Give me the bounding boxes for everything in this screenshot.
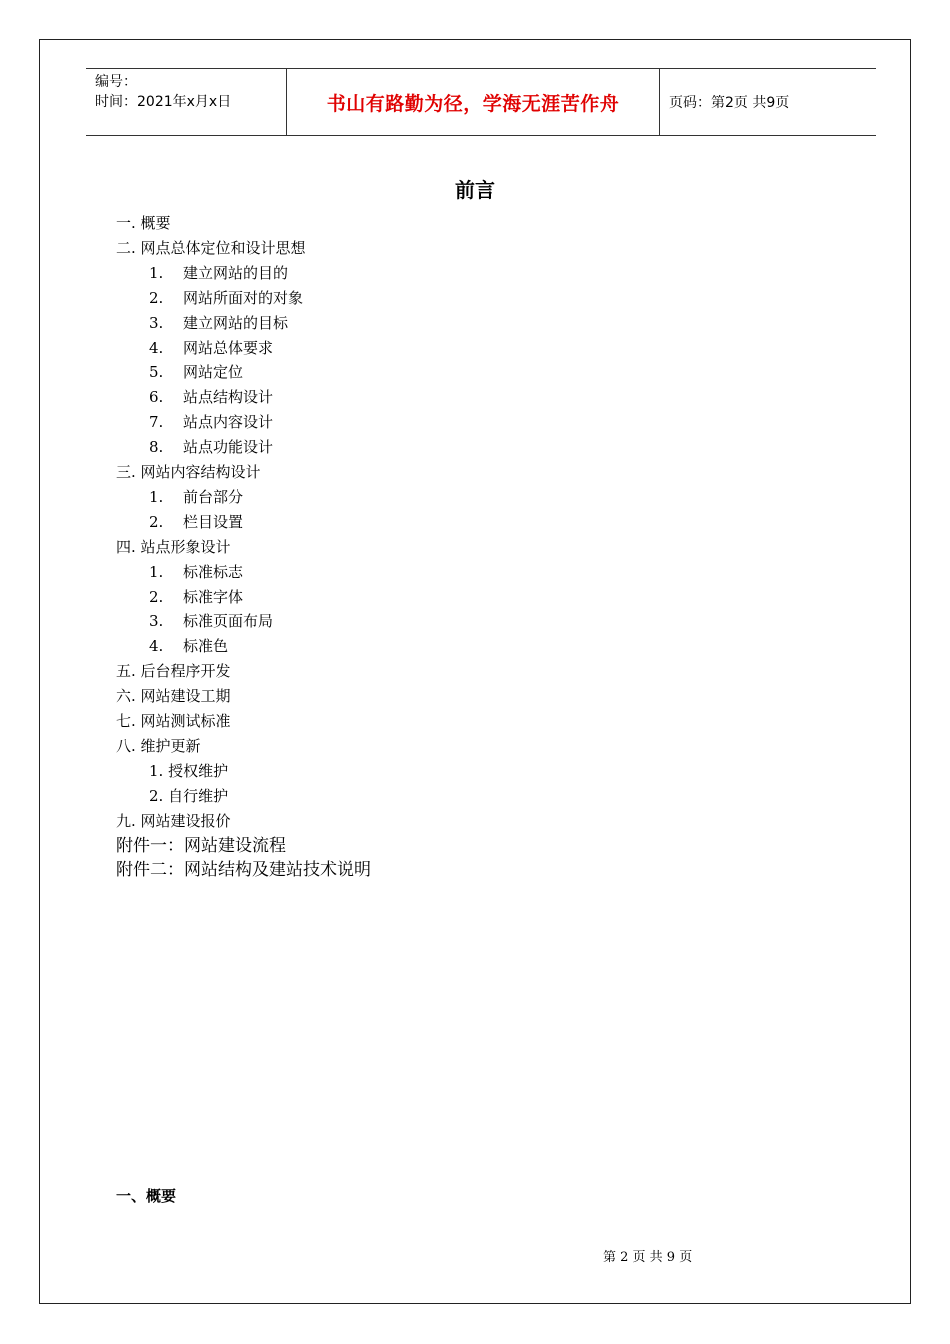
toc-item [149,560,243,585]
toc-item [149,286,303,311]
serial-label: 编号： [95,74,137,90]
toc-item [116,684,231,709]
toc-item-number: 1. [149,487,164,506]
toc-item [116,659,231,684]
toc-item-label: 六. 网站建设工期 [116,687,231,706]
date-label: 时间：2021年x月x日 [95,94,232,110]
toc-item-label: 站点功能设计 [183,438,274,457]
toc-item-number: 5. [149,363,164,382]
toc-item [116,535,231,560]
toc-item-label: 三. 网站内容结构设计 [116,463,261,481]
toc-item [116,236,306,261]
toc-item [149,784,228,809]
toc-item-number: 4. [149,637,164,656]
toc-item-label: 标准色 [183,637,229,656]
toc-item-number: 3. [149,313,164,332]
toc-item-label: 二. 网点总体定位和设计思想 [116,238,306,257]
toc-item [149,609,273,634]
toc-item [116,460,261,485]
toc-item-number: 3. [149,612,164,631]
toc-item-label: 八. 维护更新 [116,736,201,755]
toc-item-label: 网站总体要求 [183,338,274,357]
toc-item-label: 建立网站的目的 [183,263,289,282]
toc-item [149,385,273,410]
toc-item-label: 前台部分 [183,487,244,506]
toc-item-number: 2. [149,587,164,606]
toc-item-label: 标准页面布局 [183,612,274,631]
toc-item-label: 栏目设置 [183,512,244,531]
toc-item [149,311,288,336]
page-title: 前言 [455,178,495,202]
toc-item-number: 8. [149,438,164,457]
toc-item [149,634,228,659]
toc-item-label: 五. 后台程序开发 [116,662,231,681]
toc-item [116,834,286,859]
toc-item [149,360,243,385]
toc-item [149,261,288,286]
toc-item [116,734,201,759]
toc-item [149,410,273,435]
toc-item-label: 附件二：网站结构及建站技术说明 [116,860,371,881]
toc-item [149,585,243,610]
toc-item-label: 九. 网站建设报价 [116,811,231,830]
toc-item-label: 站点内容设计 [183,413,274,432]
toc-item [116,211,171,236]
toc-item-label: 站点结构设计 [183,388,274,407]
toc-item-label: 网站定位 [183,363,244,382]
toc-item [149,485,243,510]
toc-item-number: 1. [149,263,164,282]
toc-item [149,510,243,535]
page-footer: 第 2 页 共 9 页 [603,1250,693,1265]
toc-item-number: 2. [149,512,164,531]
toc-item [149,336,273,361]
toc-item-label: 标准字体 [183,587,244,606]
toc-item-number: 1. [149,562,164,581]
toc-item-label: 2. 自行维护 [149,786,229,805]
section-heading: 一、概要 [116,1187,177,1205]
document-header [86,68,876,136]
header-motto: 书山有路勤为径，学海无涯苦作舟 [287,69,660,135]
toc-item [116,809,231,834]
toc-item-label: 四. 站点形象设计 [116,537,231,556]
toc-item-label: 标准标志 [183,562,244,581]
toc-item [149,435,273,460]
toc-item-label: 网站所面对的对象 [183,288,304,307]
toc-item-number: 7. [149,413,164,432]
toc-item-label: 建立网站的目标 [183,313,289,332]
toc-item-label: 附件一：网站建设流程 [116,835,286,856]
toc-item-label: 1. 授权维护 [149,761,229,780]
toc-item [149,759,228,784]
toc-item-number: 2. [149,288,164,307]
toc-item [116,709,231,734]
toc-item-number: 4. [149,338,164,357]
header-page-number: 页码：第2页 共9页 [669,95,790,111]
toc-item-number: 6. [149,388,164,407]
toc-item [116,858,371,883]
header-meta [86,69,287,135]
toc-item-label: 一. 概要 [116,214,171,232]
toc-item-label: 七. 网站测试标准 [116,712,231,730]
